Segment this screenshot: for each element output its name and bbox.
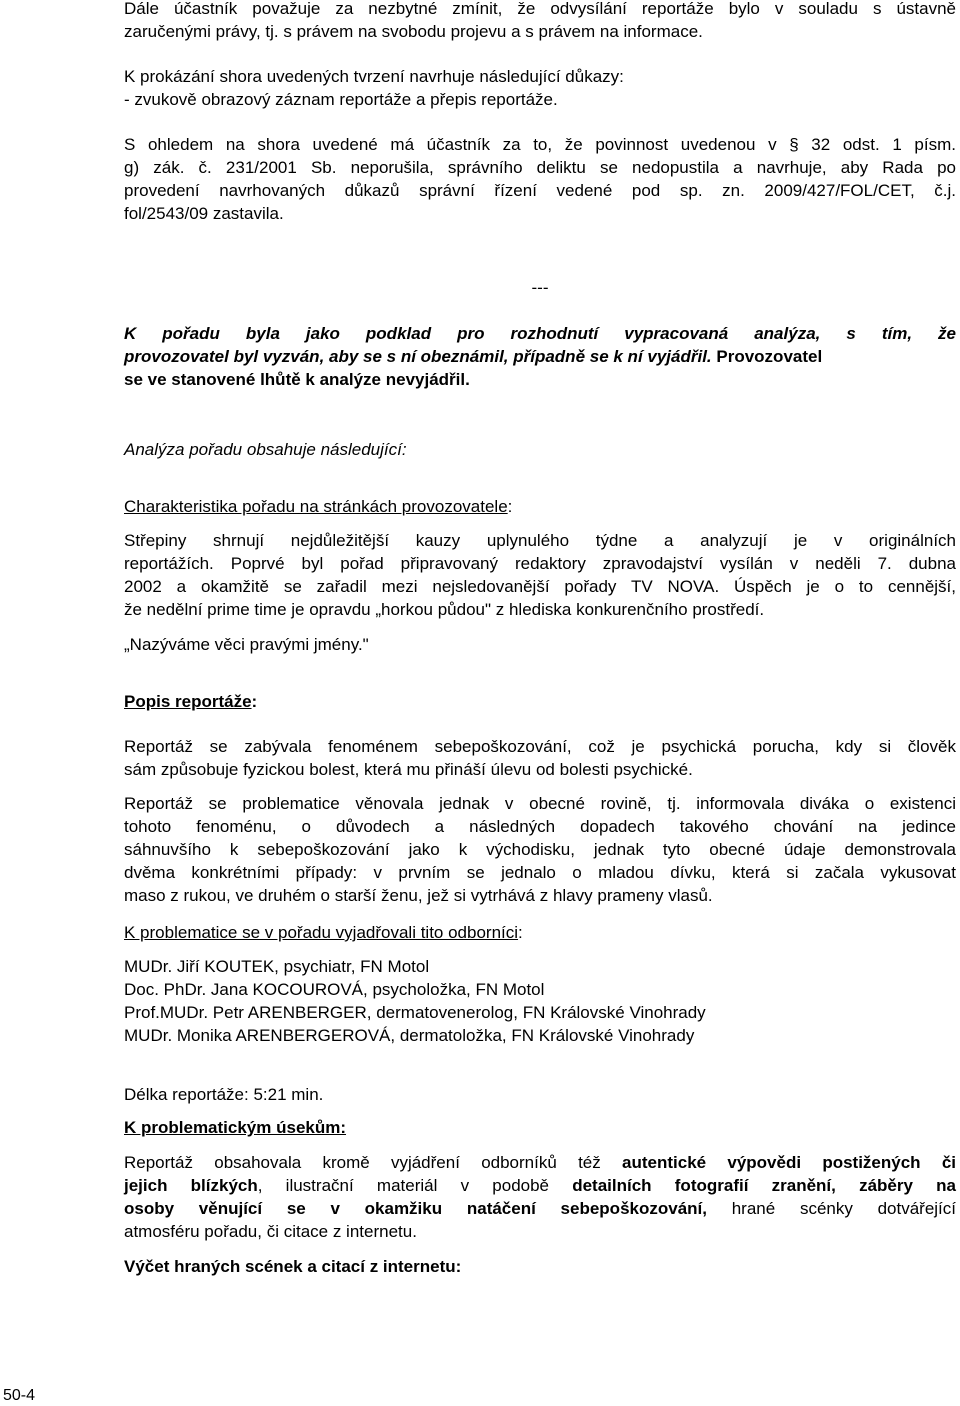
characteristics-heading: Charakteristika pořadu na stránkách provozovatele: [124,497,513,516]
analysis-note: K pořadu byla jako podklad pro rozhodnutí vypracovaná analýza, s tím, že provozovatel byl vyzván, aby se s ní obeznámil, případně se k ní vyjádřil. Provozovatel se ve stanovené lhůtě k analýze nevyjádřil. [124,324,956,389]
intro-paragraph-2: K prokázání shora uvedených tvrzení navrhuje následující důkazy: - zvukově obrazový záznam reportáže a přepis reportáže. [124,67,624,109]
experts-heading: K problematice se v pořadu vyjadřovali tito odborníci: [124,923,523,942]
list-item: Prof.MUDr. Petr ARENBERGER, dermatovenerolog, FN Královské Vinohrady [124,1003,706,1022]
analysis-heading: Analýza pořadu obsahuje následující: [124,440,407,459]
list-item: Doc. PhDr. Jana KOCOUROVÁ, psycholožka, FN Motol [124,980,545,999]
characteristics-quote: „Nazýváme věci pravými jmény." [124,635,369,654]
report-heading: Popis reportáže: [124,692,258,711]
page-number: 50-4 [3,1387,36,1404]
experts-list [124,955,956,1047]
separator: --- [531,278,549,297]
list-item: MUDr. Monika ARENBERGEROVÁ, dermatoložka, FN Královské Vinohrady [124,1026,695,1045]
report-paragraph-2: Reportáž se problematice věnovala jednak v obecné rovině, tj. informovala diváka o existenci tohoto fenoménu, o důvodech a následných dopadech takového chování na jedince sáhnuvšího k sebepoškozování jako k východisku, jednak tyto obecné údaje demonstrovala dvěma konkrétními případy: v prvním se jednalo o mladou dívku, která si začala vykusovat maso z rukou, ve druhém o starší ženu, jež si vytrhává z hlavy prameny vlasů. [124,794,956,905]
intro-paragraph-3: S ohledem na shora uvedené má účastník za to, že povinnost uvedenou v § 32 odst. 1 písm. g) zák. č. 231/2001 Sb. neporušila, správního deliktu se nedopustila a navrhuje, aby Rada po provedení navrhovaných důkazů správní řízení vedené pod sp. zn. 2009/427/FOL/CET, č.j. fol/2543/09 zastavila. [124,135,956,223]
characteristics-text: Střepiny shrnují nejdůležitější kauzy uplynulého týdne a analyzují je v originálních reportážích. Poprvé byl pořad připravovaný redaktory zpravodajství vysílán v neděli 7. dubna 2002 a okamžitě se zařadil mezi nejsledovanější pořady TV NOVA. Úspěch je o to cennější, že nedělní prime time je opravdu „horkou půdou" z hlediska konkurenčního prostředí. [124,531,956,619]
report-paragraph-1: Reportáž se zabývala fenoménem sebepoškozování, což je psychická porucha, kdy si člověk sám způsobuje fyzickou bolest, která mu přináší úlevu od bolesti psychické. [124,737,956,779]
list-item: MUDr. Jiří KOUTEK, psychiatr, FN Motol [124,957,430,976]
report-length: Délka reportáže: 5:21 min. [124,1085,324,1104]
problems-paragraph: Reportáž obsahovala kromě vyjádření odborníků též autentické výpovědi postižených či jejich blízkých, ilustrační materiál v podobě detailních fotografií zranění, záběry na osoby věnující se v okamžiku natáčení sebepoškozování, hrané scénky dotvářející atmosféru pořadu, či citace z internetu. [124,1153,957,1241]
intro-paragraph-1: Dále účastník považuje za nezbytné zmínit, že odvysílání reportáže bylo v souladu s ústavně zaručenými právy, tj. s právem na svobodu projevu a s právem na informace. [124,0,956,41]
list-heading: Výčet hraných scének a citací z internetu: [124,1257,462,1276]
problems-heading: K problematickým úsekům: [124,1118,347,1137]
